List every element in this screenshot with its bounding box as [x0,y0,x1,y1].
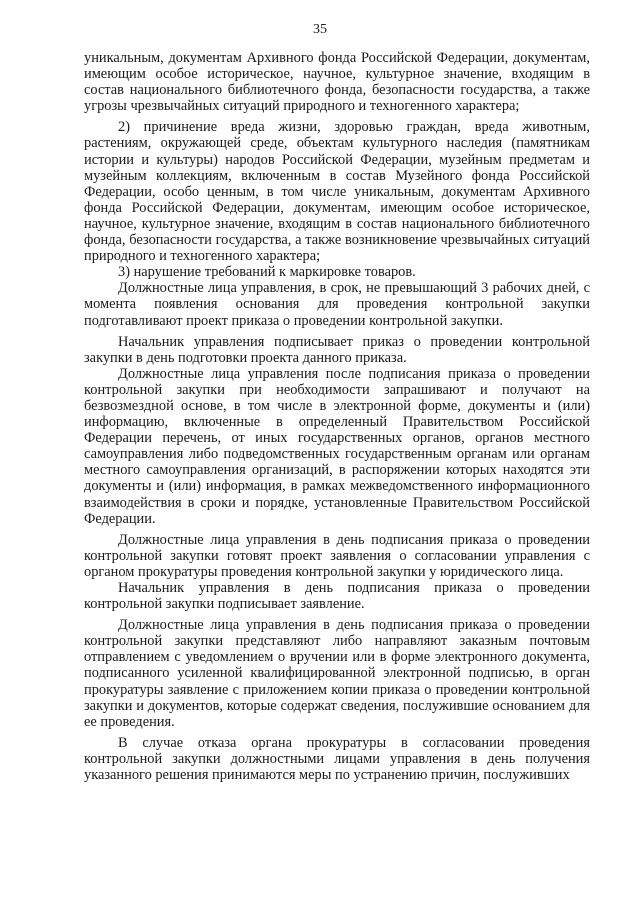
paragraph-project-preparation: Должностные лица управления, в срок, не превышающий 3 рабочих дней, с момента появления основания для проведения контрольной закупки подготавливают проект приказа о проведении контрольной закупки. [84,280,590,329]
paragraph-interagency-requests: Должностные лица управления после подписания приказа о проведении контрольной закупки при необходимости запрашивают и получают на безвозмездной основе, в том числе в электронной форме, документы и (или) информацию, включенные в определенный Правительством Российской Федерации перечень, от иных государственных органов, органов местного самоуправления либо подведомственных государственным органам или органам местного самоуправления организаций, в распоряжении которых находятся эти документы и (или) информация, в рамках межведомственного информационного взаимодействия в сроки и порядке, установленные Правительством Российской Федерации. [84,365,590,527]
paragraph-refusal-case: В случае отказа органа прокуратуры в согласовании проведения контрольной закупки должностными лицами управления в день получения указанного решения принимаются меры по устранению причин, послуживших [84,734,590,784]
paragraph-application-draft: Должностные лица управления в день подписания приказа о проведении контрольной закупки готовят проект заявления о согласовании управления с органом прокуратуры проведения контрольной закупки у юридического лица. [84,531,590,580]
paragraph-continuation: уникальным, документам Архивного фонда Российской Федерации, документам, имеющим особое историческое, научное, культурное значение, входящим в состав национального библиотечного фонда, безопасности государства, а также угрозы чрезвычайных ситуаций природного и техногенного характера; [84,50,590,115]
paragraph-item-2: 2) причинение вреда жизни, здоровью граждан, вреда животным, растениям, окружающей среде, объектам культурного наследия (памятникам истории и культуры) народов Российской Федерации, музейным предметам и музейным коллекциям, включенным в состав Музейного фонда Российской Федерации, особо ценным, в том числе уникальным, документам Архивного фонда Российской Федерации, документам, имеющим особое историческое, научное, культурное значение, входящим в состав национального библиотечного фонда, безопасности государства, а также возникновение чрезвычайных ситуаций природного и техногенного характера; [84,119,590,265]
document-body [84,50,590,783]
paragraph-item-3: 3) нарушение требований к маркировке товаров. [118,264,416,281]
paragraph-submission-to-prosecutor: Должностные лица управления в день подписания приказа о проведении контрольной закупки представляют либо направляют заказным почтовым отправлением с уведомлением о вручении или в форме электронного документа, подписанного усиленной квалифицированной электронной подписью, в орган прокуратуры заявление с приложением копии приказа о проведении контрольной закупки и документов, которые содержат сведения, послужившие основанием для ее проведения. [84,617,590,730]
page-number: 35 [313,22,327,37]
paragraph-head-signs-order: Начальник управления подписывает приказ о проведении контрольной закупки в день подготовки проекта данного приказа. [84,333,590,366]
paragraph-head-signs-application: Начальник управления в день подписания приказа о проведении контрольной закупки подписывает заявление. [84,580,590,613]
